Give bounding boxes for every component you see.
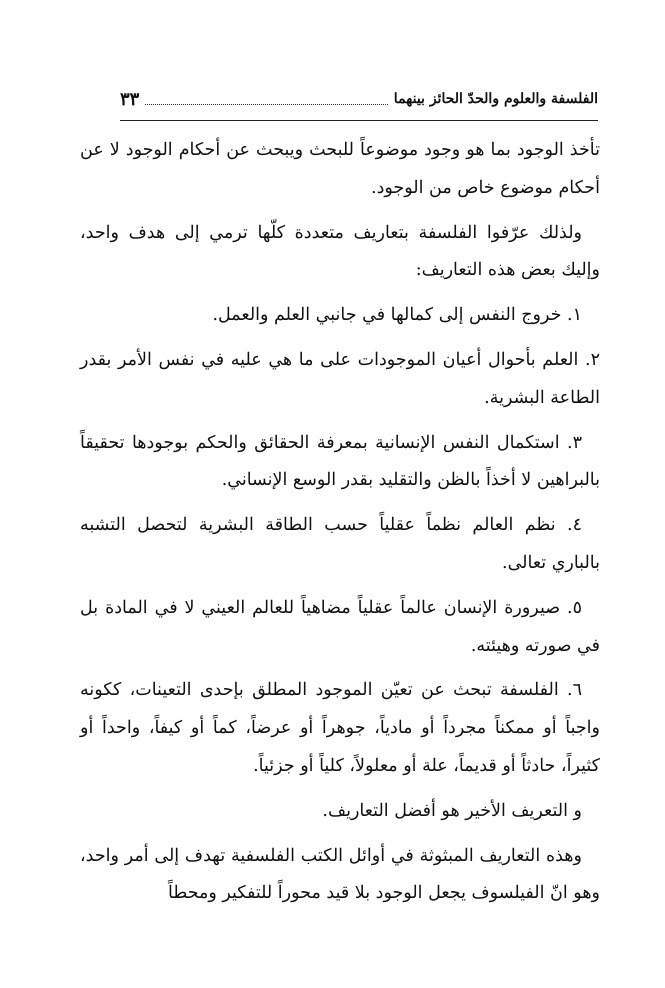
paragraph: تأخذ الوجود بما هو وجود موضوعاً للبحث ويبحث عن أحكام الوجود لا عن أحكام موضوع خاص من الوجود. (80, 140, 600, 198)
list-item: ٤. نظم العالم نظماً عقلياً حسب الطاقة البشرية لتحصل التشبه بالباري تعالى. (80, 515, 600, 573)
paragraph: و التعريف الأخير هو أفضل التعاريف. (322, 800, 582, 821)
body-text (80, 132, 600, 913)
header-title: الفلسفة والعلوم والحدّ الحائز بينهما (393, 91, 598, 107)
list-item: ١. خروج النفس إلى كمالها في جانبي العلم والعمل. (212, 305, 582, 326)
page-number: ٣٣ (120, 88, 140, 110)
list-item: ٣. استكمال النفس الإنسانية بمعرفة الحقائق والحكم بوجودها تحقيقاً بالبراهين لا أخذاً بالظن والتقليد بقدر الوسع الإنساني. (80, 432, 600, 491)
running-header (120, 84, 598, 114)
paragraph: وهذه التعاريف المبثوثة في أوائل الكتب الفلسفية تهدف إلى أمر واحد، وهو انّ الفيلسوف يجعل الوجود بلا قيد محوراً للتفكير ومحطاً (80, 845, 600, 904)
list-item: ٦. الفلسفة تبحث عن تعيّن الموجود المطلق بإحدى التعينات، ككونه واجباً أو ممكناً مجرداً أو مادياً، جوهراً أو عرضاً، كماً أو كيفاً، واحداً أو كثيراً، حادثاً أو قديماً، علة أو معلولاً، كلياً أو جزئياً. (80, 680, 600, 776)
header-leader-dots (145, 94, 387, 105)
list-item: ٢. العلم بأحوال أعيان الموجودات على ما هي عليه في نفس الأمر بقدر الطاعة البشرية. (80, 349, 600, 408)
header-divider (120, 120, 598, 121)
list-item: ٥. صيرورة الإنسان عالماً عقلياً مضاهياً للعالم العيني لا في المادة بل في صورته وهيئته. (80, 597, 600, 656)
paragraph: ولذلك عرّفوا الفلسفة بتعاريف متعددة كلّها ترمي إلى هدف واحد، وإليك بعض هذه التعاريف: (80, 222, 600, 281)
